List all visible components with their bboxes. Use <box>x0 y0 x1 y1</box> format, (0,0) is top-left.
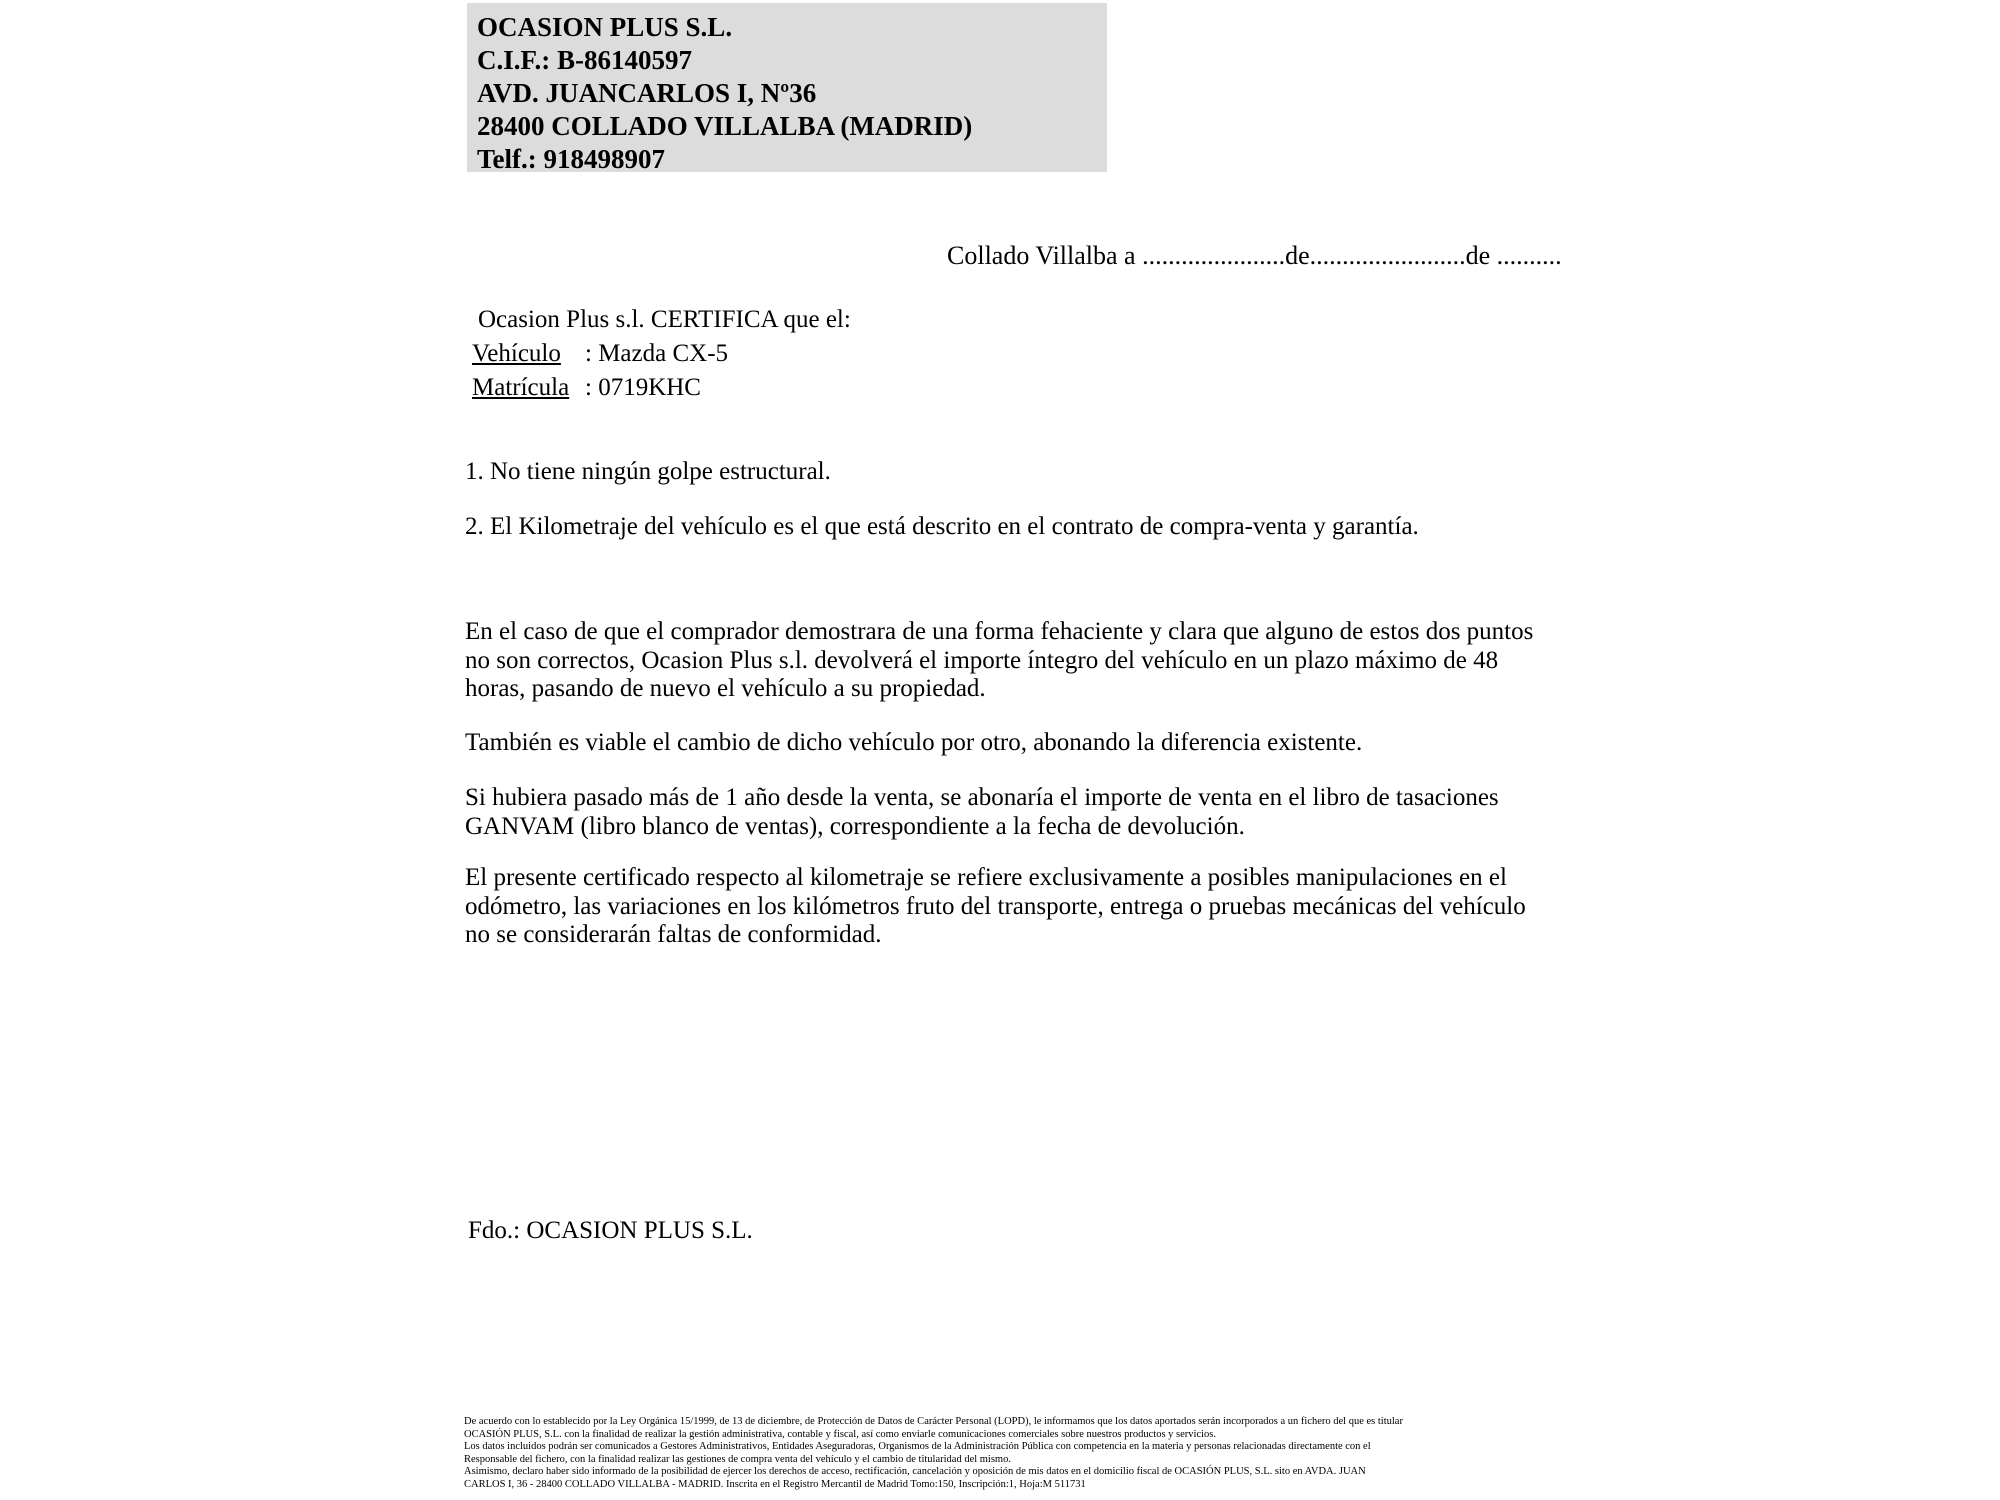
legal-notice <box>464 1416 1403 1492</box>
certifica-intro: Ocasion Plus s.l. CERTIFICA que el: <box>478 306 851 333</box>
paragraph-odometer: El presente certificado respecto al kilometraje se refiere exclusivamente a posibles manipulaciones en el odómetro, las variaciones en los kilómetros fruto del transporte, entrega o pruebas mecánicas del vehículo no se considerarán faltas de conformidad. <box>465 864 1526 948</box>
plate-value: : 0719KHC <box>585 374 701 401</box>
paragraph-exchange: También es viable el cambio de dicho vehículo por otro, abonando la diferencia existente. <box>465 729 1363 756</box>
plate-label-wrap <box>472 371 585 405</box>
signature-line: Fdo.: OCASION PLUS S.L. <box>468 1217 753 1244</box>
legal-line: De acuerdo con lo establecido por la Ley Orgánica 15/1999, de 13 de diciembre, de Protección de Datos de Carácter Personal (LOPD), le informamos que los datos aportados serán incorporados a un fichero del que es titular <box>464 1416 1403 1427</box>
vehicle-value: : Mazda CX-5 <box>585 340 729 367</box>
paragraph-refund: En el caso de que el comprador demostrara de una forma fehaciente y clara que alguno de estos dos puntos no son correctos, Ocasion Plus s.l. devolverá el importe íntegro del vehículo en un plazo máximo de 48 horas, pasando de nuevo el vehículo a su propiedad. <box>465 618 1534 702</box>
legal-line: Los datos incluidos podrán ser comunicados a Gestores Administrativos, Entidades Aseguradoras, Organismos de la Administración Pública con competencia en la materia y personas relacionadas directamente con el <box>464 1441 1371 1453</box>
legal-line: CARLOS I, 36 - 28400 COLLADO VILLALBA - MADRID. Inscrita en el Registro Mercantil de Madrid Tomo:150, Inscripción:1, Hoja:M 511731 <box>464 1478 1086 1490</box>
certificate-block <box>472 303 851 405</box>
vehicle-label-wrap <box>472 337 585 371</box>
plate-label: Matrícula <box>472 374 570 401</box>
legal-line: Responsable del fichero, con la finalidad realizar las gestiones de compra venta del vehículo y el cambio de titularidad del mismo. <box>464 1453 1011 1465</box>
vehicle-row <box>472 337 851 371</box>
plate-row <box>472 371 851 405</box>
date-line: Collado Villalba a ......................de........................de .......... <box>947 241 1562 270</box>
company-address: AVD. JUANCARLOS I, Nº36 <box>477 78 817 108</box>
company-phone: Telf.: 918498907 <box>477 144 665 174</box>
legal-line: OCASIÓN PLUS, S.L. con la finalidad de realizar la gestión administrativa, contable y fiscal, así como enviarle comunicaciones comerciales sobre nuestros productos y servicios. <box>464 1428 1216 1440</box>
item-structural: 1. No tiene ningún golpe estructural. <box>465 458 831 485</box>
item-mileage: 2. El Kilometraje del vehículo es el que está descrito en el contrato de compra-venta y garantía. <box>465 513 1419 540</box>
company-city: 28400 COLLADO VILLALBA (MADRID) <box>477 111 973 141</box>
paragraph-ganvam: Si hubiera pasado más de 1 año desde la venta, se abonaría el importe de venta en el libro de tasaciones GANVAM (libro blanco de ventas), correspondiente a la fecha de devolución. <box>465 784 1499 840</box>
legal-line: Asimismo, declaro haber sido informado de la posibilidad de ejercer los derechos de acceso, rectificación, cancelación y oposición de mis datos en el domicilio fiscal de OCASIÓN PLUS, S.L. sito en AVDA. JUAN <box>464 1466 1366 1478</box>
company-cif: C.I.F.: B-86140597 <box>477 45 693 75</box>
vehicle-label: Vehículo <box>472 340 561 367</box>
company-header-box <box>467 3 1107 172</box>
company-name: OCASION PLUS S.L. <box>477 12 733 42</box>
